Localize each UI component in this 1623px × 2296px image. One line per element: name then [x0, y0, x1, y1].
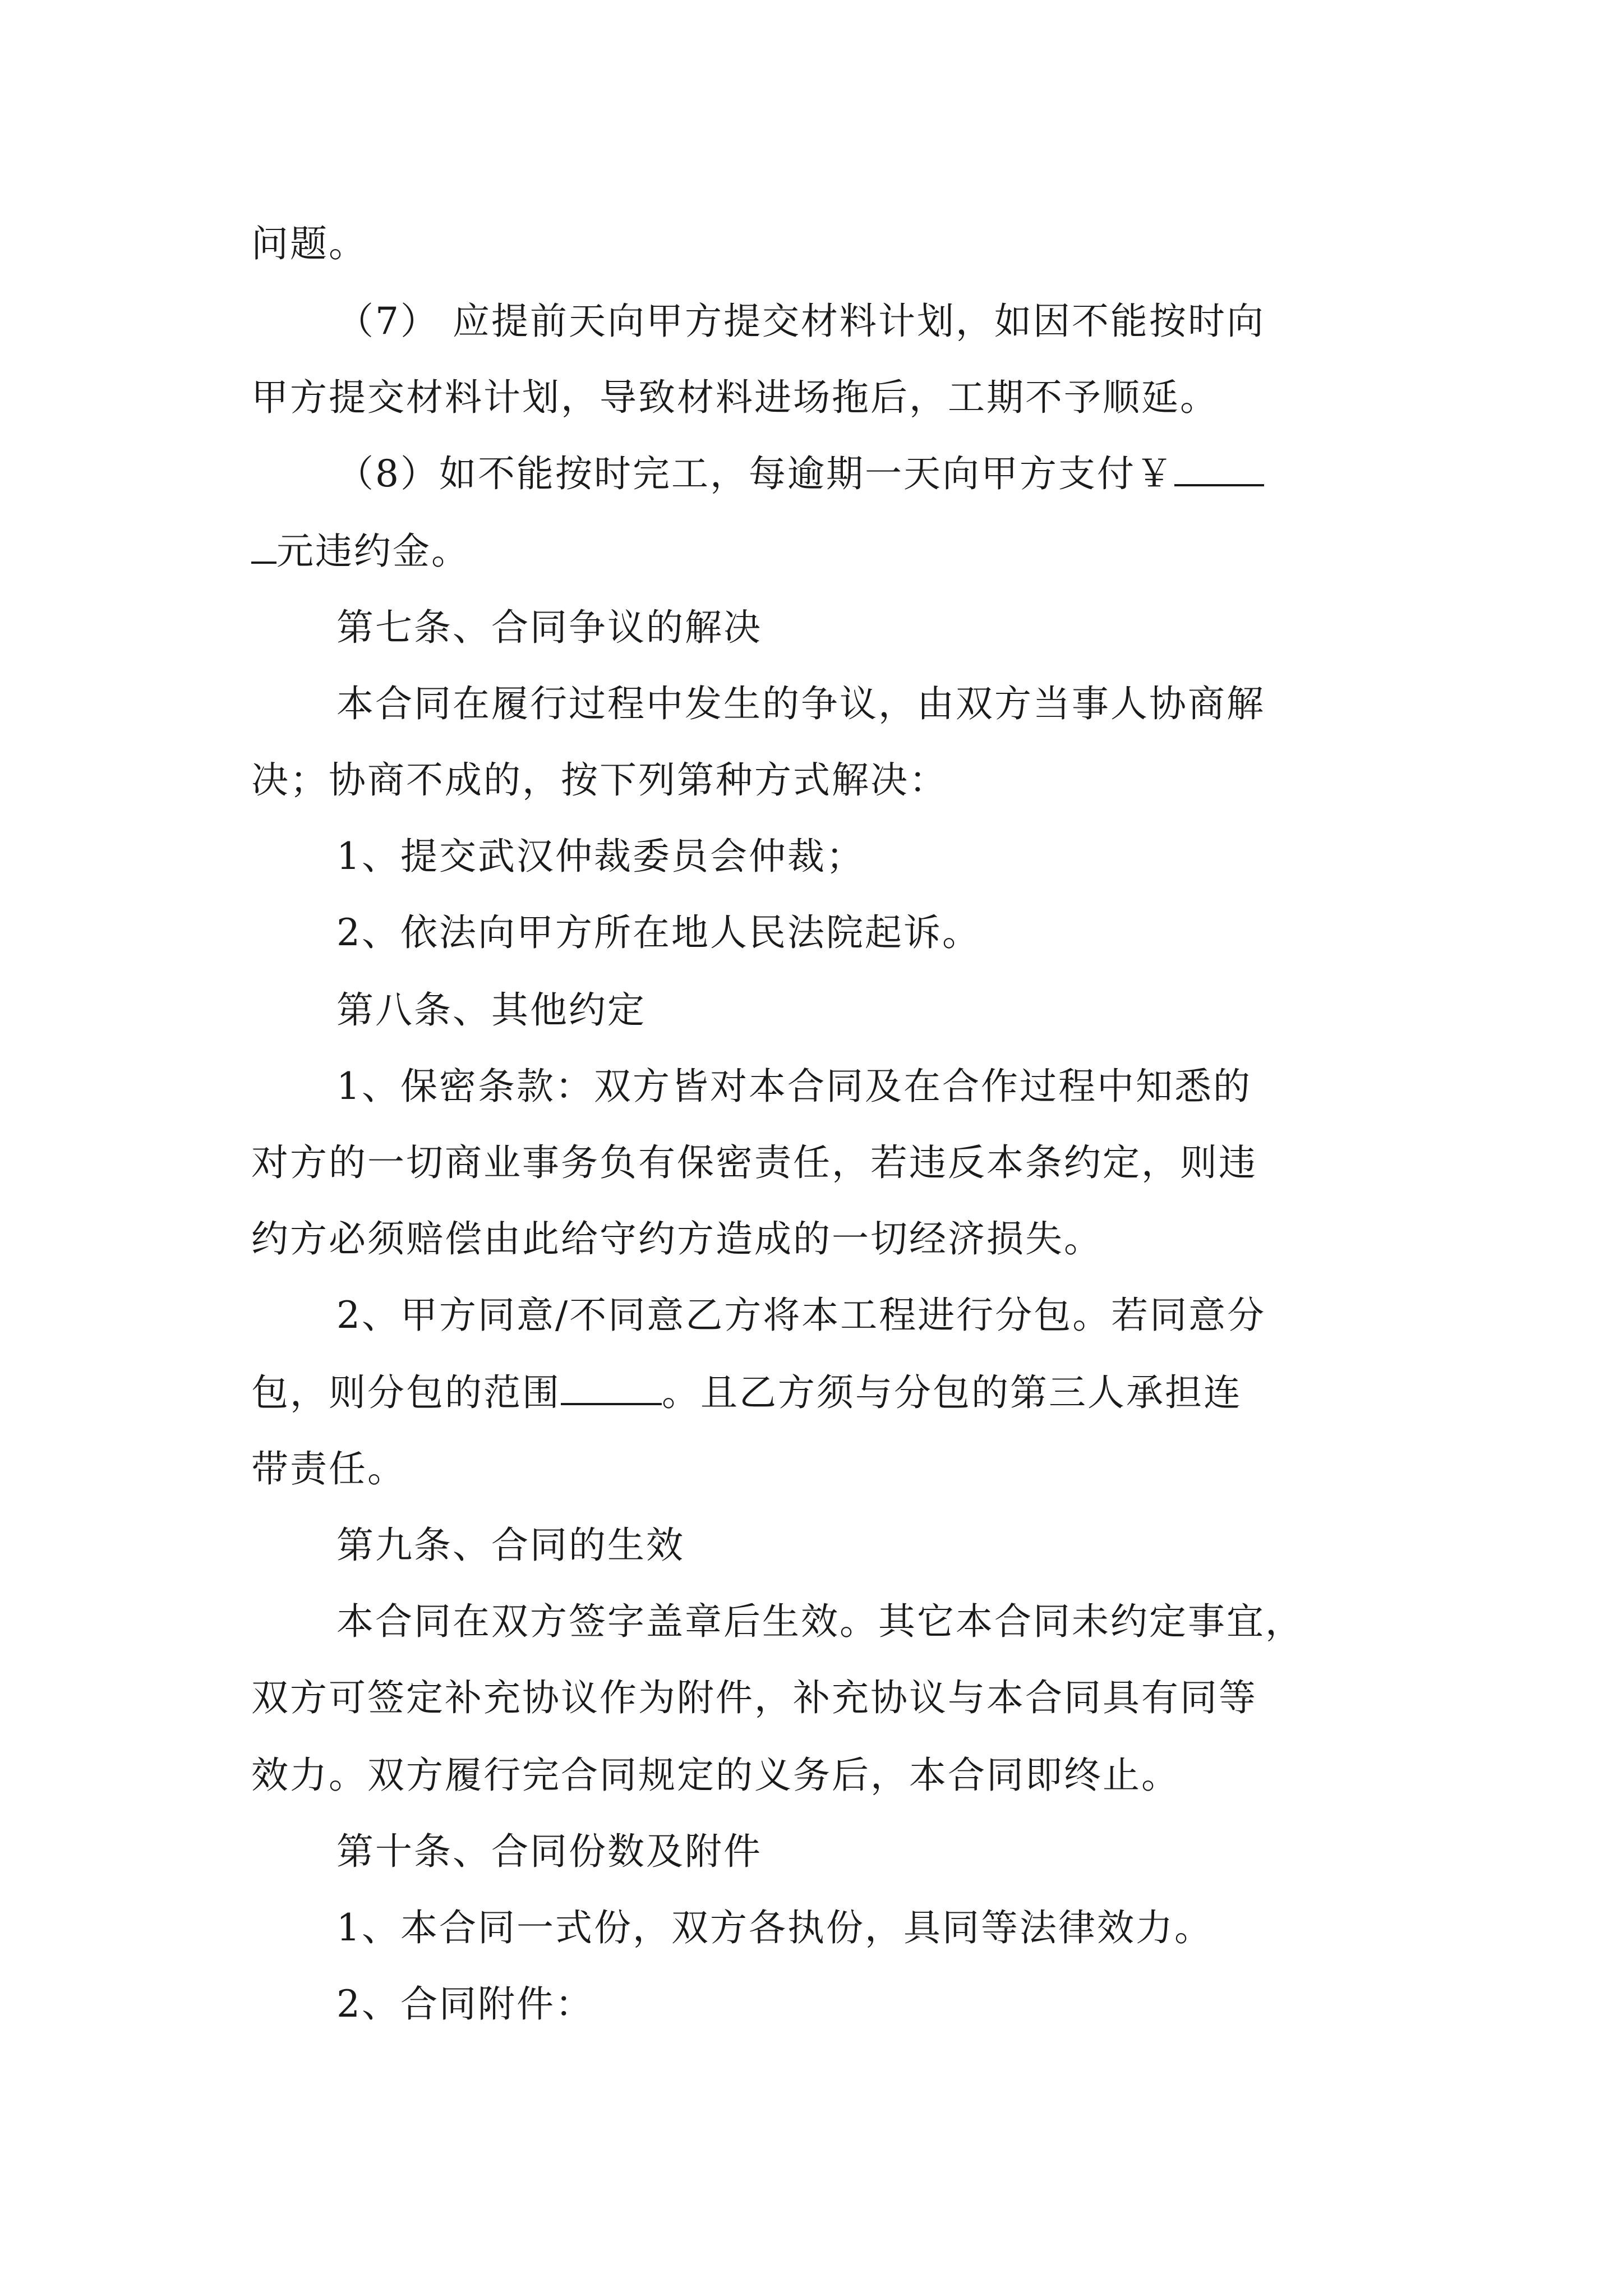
line-text: 效力。双方履行完合同规定的义务后，本合同即终止。: [251, 1754, 1180, 1797]
line-text: 双方可签定补充协议作为附件，补充协议与本合同具有同等: [251, 1676, 1257, 1719]
text-line: [251, 1447, 406, 1490]
line-text: （8）如不能按时完工，每逾期一天向甲方支付￥: [336, 452, 1174, 495]
text-line: [336, 1294, 1266, 1337]
line-text: 甲方提交材料计划，导致材料进场拖后，工期不予顺延。: [251, 376, 1219, 419]
text-line: [251, 530, 470, 573]
line-text: 决；协商不成的，按下列第种方式解决：: [251, 758, 948, 802]
section-heading: [336, 1830, 762, 1873]
text-line: [251, 758, 948, 802]
fill-in-blank[interactable]: [251, 561, 276, 564]
text-line: [251, 1371, 1242, 1414]
text-line: [336, 300, 1265, 343]
section-heading: [336, 1524, 685, 1567]
text-line: [336, 835, 865, 878]
line-text: 本合同在双方签字盖章后生效。其它本合同未约定事宜，: [336, 1600, 1304, 1643]
line-text: 带责任。: [251, 1447, 406, 1490]
line-text: 约方必须赔偿由此给守约方造成的一切经济损失。: [251, 1217, 1103, 1260]
line-text: 2、合同附件：: [336, 1982, 594, 2026]
fill-in-blank[interactable]: [1174, 484, 1264, 486]
line-text: 1、保密条款：双方皆对本合同及在合作过程中知悉的: [336, 1065, 1252, 1108]
heading-text: 第八条、其他约定: [336, 988, 646, 1032]
heading-text: 第九条、合同的生效: [336, 1524, 685, 1567]
section-heading: [336, 606, 762, 649]
heading-text: 第七条、合同争议的解决: [336, 606, 762, 649]
text-line: [336, 1982, 594, 2026]
line-text: 1、本合同一式份，双方各执份，具同等法律效力。: [336, 1906, 1213, 1949]
text-line: [251, 1754, 1180, 1797]
line-text: 元违约金。: [276, 530, 470, 573]
text-line: [336, 1906, 1213, 1949]
text-line: [251, 376, 1219, 419]
text-line: [336, 911, 981, 954]
line-text: 2、甲方同意/不同意乙方将本工程进行分包。若同意分: [336, 1294, 1266, 1337]
line-text: 对方的一切商业事务负有保密责任，若违反本条约定，则违: [251, 1141, 1257, 1184]
line-text: 本合同在履行过程中发生的争议，由双方当事人协商解: [336, 682, 1265, 725]
line-text: 包，则分包的范围: [251, 1371, 561, 1414]
text-line: [336, 1600, 1304, 1643]
text-line: [251, 1217, 1103, 1260]
text-line: [336, 452, 1264, 495]
line-text: （7） 应提前天向甲方提交材料计划，如因不能按时向: [336, 300, 1265, 343]
text-line: [336, 682, 1265, 725]
text-line: [251, 1676, 1257, 1719]
text-line: [251, 222, 367, 265]
text-line: [336, 1065, 1252, 1108]
line-text: 2、依法向甲方所在地人民法院起诉。: [336, 911, 981, 954]
line-text: 。且乙方须与分包的第三人承担连: [662, 1371, 1242, 1414]
line-text: 问题。: [251, 222, 367, 265]
line-text: 1、提交武汉仲裁委员会仲裁；: [336, 835, 865, 878]
fill-in-blank[interactable]: [561, 1402, 662, 1405]
heading-text: 第十条、合同份数及附件: [336, 1830, 762, 1873]
section-heading: [336, 988, 646, 1032]
text-line: [251, 1141, 1257, 1184]
